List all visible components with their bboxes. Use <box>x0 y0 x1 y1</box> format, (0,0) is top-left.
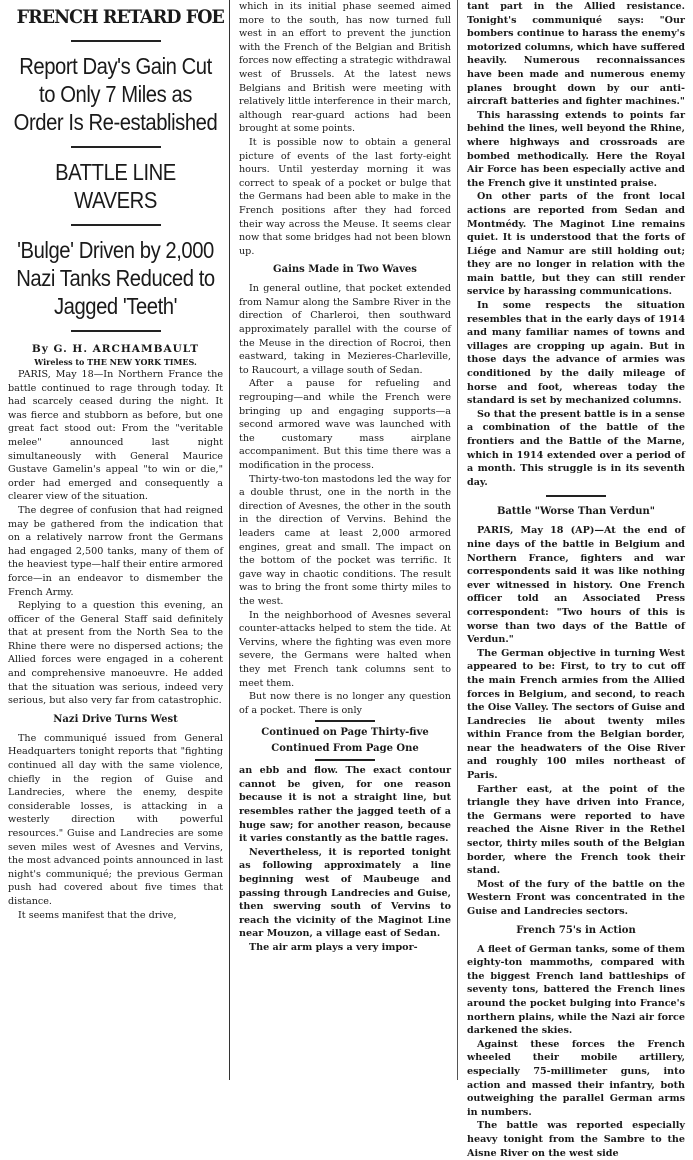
divider <box>315 759 375 761</box>
paragraph: which in its initial phase seemed aimed more to the south, has now turned full west in an effort to prevent the junction with the French of the Belgian and British forces now effecting a strategic withdrawal west of Brussels. At the latest news Belgians and British were meeting with relatively little interference in their march, although rear-guard actions had been brought at some points. <box>239 1 451 135</box>
paragraph: In general outline, that pocket extended from Namur along the Sambre River in the direction of Charleroi, then southward approximately parallel with the course of the Meuse in the direction of Rocroi, then eastward, taking in Mezieres-Charleville, to Raucourt, a village south of Sedan. <box>239 283 451 376</box>
continued-from-label: Continued From Page One <box>271 743 419 755</box>
paragraph: The degree of confusion that had reigned may be gathered from the indication that on a relatively narrow front the Germans had engaged 2,500 tanks, many of them of the heaviest type—half their entire armored force—in an endeavor to dismember the French Army. <box>8 504 223 598</box>
divider <box>71 330 161 332</box>
paragraph: In some respects the situation resembles that in the early days of 1914 and many familiar names of towns and villages are cropping up again. But in those days the advance of armies was conditioned by the daily mileage of horse and foot, whereas today the standard is set by mechanized columns. <box>467 300 685 407</box>
paragraph: PARIS, May 18 (AP)—At the end of nine days of the battle in Belgium and Northern France, fighters and war correspondents said it was like nothing ever witnessed in history. One French officer told an Associated Press correspondent: "Two hours of this is worse than two days of the Battle of Verdun." <box>467 525 685 646</box>
paragraph: Farther east, at the point of the triangle they have driven into France, the Germans were reported to have reached the Aisne River in the Rethel sector, thirty miles south of the Belgian border, where the French took their stand. <box>467 783 685 877</box>
paragraph: In the neighborhood of Avesnes several counter-attacks helped to stem the tide. At Vervins, where the fighting was even more severe, the Germans were halted when they met French tank columns sent to meet them. <box>239 609 451 689</box>
paragraph: The air arm plays a very impor- <box>249 942 418 953</box>
divider <box>71 40 161 42</box>
paragraph: The battle was reported especially heavy tonight from the Sambre to the Aisne River on the west side <box>467 1120 685 1159</box>
divider <box>315 720 375 722</box>
column-2 <box>233 0 458 1080</box>
paragraph: an ebb and flow. The exact contour cannot be given, for one reason because it is not a straight line, but resembles rather the jagged teeth of a huge saw; for another reason, because it varies constantly as the battle rages. <box>239 765 451 845</box>
paragraph: So that the present battle is in a sense a combination of the battle of the frontiers and the Battle of the Marne, which in 1914 extended over a period of a month. This struggle is in its seventh day. <box>467 408 685 488</box>
paragraph: Thirty-two-ton mastodons led the way for a double thrust, one in the north in the direction of Avesnes, the other in the south in the direction of Vervins. Behind the leaders came at least 2,000 armored engines, great and small. The impact on the bottom of the pocket was terrific. It gave way in chaotic conditions. The result was to bring the front some thirty miles to the west. <box>239 473 451 607</box>
divider <box>71 146 161 148</box>
paragraph: tant part in the Allied resistance. Tonight's communiqué says: "Our bombers continue to harass the enemy's motorized columns, which have suffered heavily. Numerous reconnaissances have been made and numerous enemy planes brought down by our anti-aircraft batteries and fighter machines." <box>467 1 685 108</box>
subheading: Battle "Worse Than Verdun" <box>496 506 655 518</box>
subheading: Gains Made in Two Waves <box>273 264 417 276</box>
paragraph: PARIS, May 18—In Northern France the battle continued to rage through today. It had scarcely ceased during the night. It was fierce and stubborn as before, but one great fact stood out: From the "veritable melee" announced last night simultaneously with General Maurice Gustave Gamelin's appeal "to win or die," order had emerged and consequently a clearer view of the situation. <box>8 369 223 503</box>
deck-headline-3: 'Bulge' Driven by 2,000 Nazi Tanks Reduced to Jagged 'Teeth' <box>16 237 215 319</box>
divider <box>71 224 161 226</box>
paragraph: But now there is no longer any question of a pocket. There is only <box>239 691 451 716</box>
paragraph: Replying to a question this evening, an officer of the General Staff said definitely that at present from the North Sea to the Rhine there were no dispersed actions; the Allied forces were engaged in a coherent and comprehensive manoeuvre. He added that the situation was serious, indeed very serious, but also very far from catastrophic. <box>8 600 223 707</box>
paragraph: The communiqué issued from General Headquarters tonight reports that "fighting continued all day with the same violence, chiefly in the region of Guise and Landrecies, where the enemy, despite considerable losses, is attacking in a westerly direction with powerful resources." Guise and Landrecies are some seven miles west of Avesnes and Vervins, the most advanced points announced in last night's communiqué; the previous German push had covered about five times that distance. <box>8 732 223 907</box>
deck-headline-1: Report Day's Gain Cut to Only 7 Miles as Order Is Re-established <box>13 53 218 135</box>
paragraph: The German objective in turning West appeared to be: First, to try to cut off the main French armies from the Allied forces in Belgium, and second, to reach the Oise Valley. The sectors of Guise and Landrecies lie about twenty miles within France from the Belgian border, near the headwaters of the Oise River and roughly 100 miles northeast of Paris. <box>467 647 685 782</box>
column-1 <box>2 0 230 1080</box>
paragraph: After a pause for refueling and regrouping—and while the French were bringing up and engaging supports—a second armored wave was launched with the customary mass airplane accompaniment. But this time there was a modification in the process. <box>239 378 451 471</box>
paragraph: Most of the fury of the battle on the Western Front was concentrated in the Guise and Landrecies sectors. <box>467 878 685 917</box>
paragraph: A fleet of German tanks, some of them eighty-ton mammoths, compared with the biggest French land battleships of seventy tons, battered the French lines around the pocket bulging into France's northern plains, while the Nazi air force darkened the skies. <box>467 943 685 1037</box>
paragraph: On other parts of the front local actions are reported from Sedan and Montmédy. The Maginot Line remains quiet. It is understood that the forts of Liége and Namur are still holding out; they are no longer in relation with the main battle, but they can still render service by harassing communications. <box>467 191 685 298</box>
main-headline: FRENCH RETARD FOE <box>16 6 224 28</box>
paragraph: It is possible now to obtain a general picture of events of the last forty-eight hours. Until yesterday morning it was correct to speak of a pocket or bulge that the Germans had been able to make in the French positions after they had forced their way across the Meuse. It seems clear now that some bridges had not been blown up. <box>239 136 451 257</box>
paragraph: This harassing extends to points far behind the lines, well beyond the Rhine, where highways and crossroads are bombed methodically. Here the Royal Air Force has been especially active and the French give it unstinted praise. <box>467 109 685 189</box>
paragraph: Nevertheless, it is reported tonight as following approximately a line beginning west of Maubeuge and passing through Landrecies and Guise, then swerving south of Vervins to reach the vicinity of the Maginot Line near Mouzon, a village east of Sedan. <box>239 846 451 940</box>
column-3 <box>461 0 691 1159</box>
deck-headline-2: BATTLE LINE WAVERS <box>55 159 176 213</box>
subheading: French 75's in Action <box>516 924 636 936</box>
paragraph: Against these forces the French wheeled their mobile artillery, especially 75-millimeter guns, into action and massed their infantry, both outweighing the parallel German arms in numbers. <box>467 1038 685 1118</box>
continued-on-label: Continued on Page Thirty-five <box>261 727 429 739</box>
paragraph: It seems manifest that the drive, <box>18 909 177 921</box>
wire-credit: Wireless to THE NEW YORK TIMES. <box>34 357 197 367</box>
divider <box>546 495 606 497</box>
subheading: Nazi Drive Turns West <box>53 713 178 725</box>
byline: By G. H. ARCHAMBAULT <box>31 343 200 355</box>
